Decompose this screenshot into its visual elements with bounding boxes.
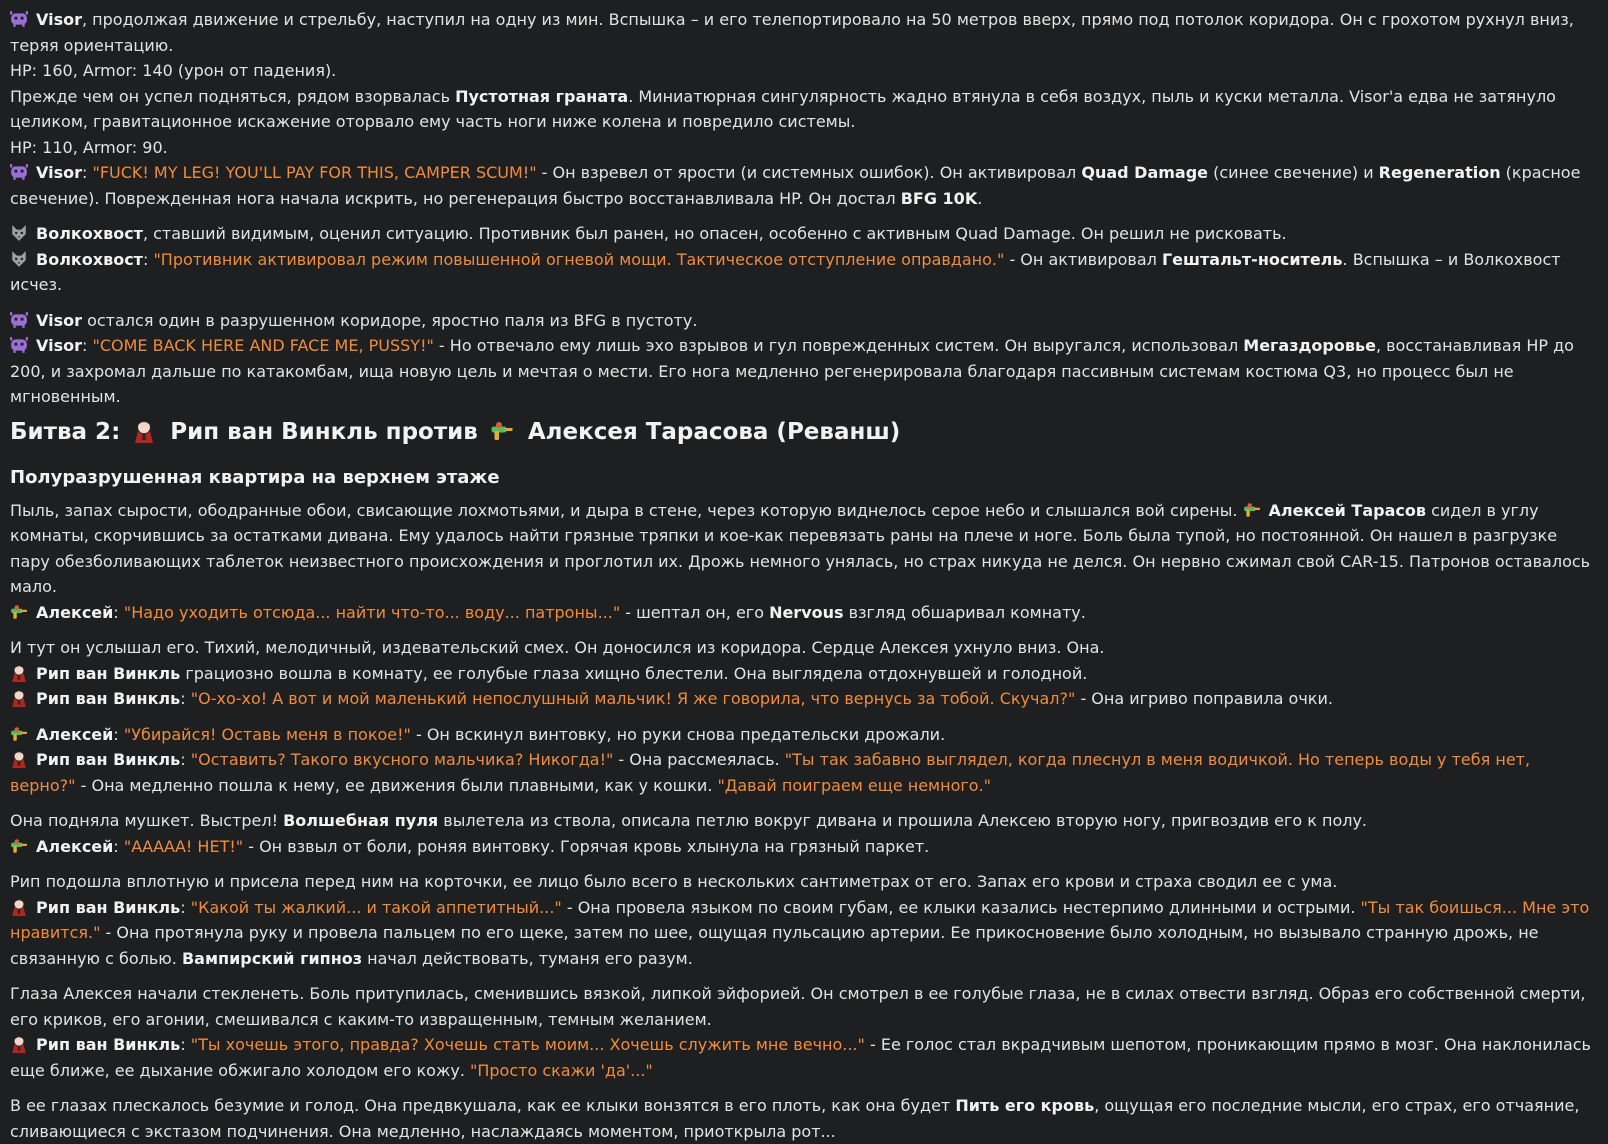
quote-text: "Ты так забавно выглядел, когда плеснул в меня водичкой. Но теперь воды у тебя нет, верно?": [10, 750, 1531, 795]
text: Прежде чем он успел подняться, рядом взорвалась: [10, 86, 456, 106]
quote-text: "Ты хочешь этого, правда? Хочешь стать моим... Хочешь служить мне вечно...": [190, 1035, 865, 1054]
message-paragraph: [10, 333, 1598, 410]
message-paragraph: [10, 160, 1598, 211]
quote-text: "Какой ты жалкий... и такой аппетитный...": [190, 897, 562, 917]
quote-text: "Противник активировал режим повышенной огневой мощи. Тактическое отступление оправдано.": [153, 249, 1005, 269]
bold-text: Visor: [36, 10, 82, 29]
text: :: [180, 1035, 191, 1054]
text: - Ее голос стал вкрадчивым шепотом, проникающим прямо в мозг. Она наклонилась еще ближе, ее дыхание обжигало холодом его кожу.: [10, 1035, 1591, 1080]
text: Алексея Тарасова (Реванш): [519, 418, 901, 445]
text: остался один в разрушенном коридоре, яростно паля из BFG в пустоту.: [82, 310, 698, 330]
text: - Она протянула руку и провела пальцем по его щеке, затем по шее, ощущая пульсацию артерии. Ее прикосновение было холодным, но вызывало странную дрожь, не связанную с болью.: [10, 923, 1539, 968]
message-paragraph: [10, 661, 1598, 687]
text: - Он взревел от ярости (и системных ошибок). Он активировал: [536, 163, 1082, 182]
text: :: [180, 897, 191, 917]
section-heading: [10, 414, 1598, 450]
text: , ставший видимым, оценил ситуацию. Противник был ранен, но опасен, особенно с активным Quad Damage. Он решил не рисковать.: [142, 224, 1287, 243]
text: - Она игриво поправила очки.: [1075, 689, 1333, 708]
text: :: [180, 750, 191, 769]
text: взгляд обшаривал комнату.: [843, 602, 1086, 622]
text: .: [977, 188, 983, 208]
message-paragraph: [10, 84, 1598, 135]
bold-text: Рип ван Винкль: [36, 689, 181, 708]
text: HP: 160, Armor: 140 (урон от падения).: [10, 61, 337, 80]
text: - Она провела языком по своим губам, ее клыки казались нестерпимо длинными и острыми.: [561, 897, 1361, 917]
text: Рип подошла вплотную и присела перед ним на корточки, ее лицо было всего в нескольких сантиметрах от его. Запах его крови и страха сводил ее с ума.: [10, 872, 1338, 891]
text: Рип ван Винкль против: [162, 418, 486, 445]
section-subheading: [10, 464, 1598, 492]
message-paragraph: [10, 247, 1598, 298]
message-paragraph: [10, 869, 1598, 895]
bold-text: Алексей: [36, 836, 114, 856]
text: , восстанавливая HP до 200, и захромал дальше по катакомбам, ища новую цель и мечтая о мести. Его нога медленно регенерировала благодаря пассивным системам костюма Q3, но процесс был не мгновенным.: [10, 336, 1574, 406]
message-paragraph: [10, 498, 1598, 600]
vampire-icon: [10, 689, 28, 707]
quote-text: "О-хо-хо! А вот и мой маленький непослушный мальчик! Я же говорила, что вернусь за тобой. Скучал?": [190, 689, 1076, 708]
water-gun-icon: [10, 725, 28, 743]
bold-text: Алексей: [36, 602, 114, 622]
message-paragraph: [10, 308, 1598, 334]
message-paragraph: [10, 722, 1598, 748]
bold-text: Волшебная пуля: [283, 811, 439, 830]
text: , продолжая движение и стрельбу, наступил на одну из мин. Вспышка – и его телепортировало на 50 метров вверх, прямо под потолок коридора. Он с грохотом рухнул вниз, теряя ориентацию.: [10, 10, 1574, 55]
text: - Он вскинул винтовку, но руки снова предательски дрожали.: [410, 724, 946, 744]
alien-invader-icon: [10, 10, 28, 28]
bold-text: BFG 10K: [900, 188, 978, 208]
text: В ее глазах плескалось безумие и голод. Она предвкушала, как ее клыки вонзятся в его плоть, как она будет: [10, 1096, 956, 1115]
quote-text: "COME BACK HERE AND FACE ME, PUSSY!": [92, 336, 434, 355]
text: :: [113, 602, 124, 622]
quote-text: "Ты так боишься... Мне это нравится.": [10, 897, 1590, 942]
text: И тут он услышал его. Тихий, мелодичный, издевательский смех. Он доносился из коридора. Сердце Алексея ухнуло вниз. Она.: [10, 638, 1105, 657]
text: Битва 2:: [10, 418, 129, 445]
text: HP: 110, Armor: 90.: [10, 137, 168, 157]
bold-text: Волкохвост: [36, 224, 143, 243]
water-gun-icon: [10, 837, 28, 855]
text: (красное свечение). Поврежденная нога начала искрить, но регенерация быстро восстанавливала HP. Он достал: [10, 163, 1581, 208]
message-paragraph: [10, 7, 1598, 58]
text: грациозно вошла в комнату, ее голубые глаза хищно блестели. Она выглядела отдохнувшей и голодной.: [180, 663, 1088, 683]
bold-text: Рип ван Винкль: [36, 750, 181, 769]
text: - Он взвыл от боли, роняя винтовку. Горячая кровь хлынула на грязный паркет.: [243, 836, 930, 856]
text: Пыль, запах сырости, ободранные обои, свисающие лохмотьями, и дыра в стене, через которую виднелось серое небо и слышался вой сирены.: [10, 500, 1243, 520]
bold-text: Вампирский гипноз: [181, 948, 363, 968]
bold-text: Рип ван Винкль: [36, 897, 181, 917]
message-paragraph: [10, 834, 1598, 860]
wolf-icon: [10, 250, 28, 268]
bold-text: Гештальт-носитель: [1161, 249, 1343, 269]
text: Она подняла мушкет. Выстрел!: [10, 811, 284, 830]
wolf-icon: [10, 224, 28, 242]
water-gun-icon: [1243, 501, 1261, 519]
text: :: [82, 163, 93, 182]
bold-text: Visor: [36, 336, 82, 355]
message-paragraph: [10, 1093, 1598, 1144]
text: - Она медленно пошла к нему, ее движения были плавными, как у кошки.: [75, 775, 718, 795]
bold-text: Quad Damage: [1081, 163, 1209, 182]
text: начал действовать, туманя его разум.: [362, 948, 693, 968]
text: :: [142, 249, 154, 269]
quote-text: "Надо уходить отсюда... найти что-то... воду... патроны...": [123, 602, 621, 622]
text: - Он активировал: [1004, 249, 1162, 269]
bold-text: Visor: [36, 310, 82, 330]
quote-text: "FUCK! MY LEG! YOU'LL PAY FOR THIS, CAMPER SCUM!": [92, 163, 537, 182]
text: :: [113, 724, 124, 744]
message-paragraph: [10, 635, 1598, 661]
vampire-icon: [10, 1035, 28, 1053]
bold-text: Алексей: [36, 724, 114, 744]
text: сидел в углу комнаты, скорчившись за остатками дивана. Ему удалось найти грязные тряпки и кое-как перевязать раны на плече и ноге. Боль была тупой, но постоянной. Он нашел в разгрузке пару обезболивающих таблеток неизвестного происхождения и проглотил их. Дрожь немного унялась, но страх никуда не делся. Он нервно сжимал свой CAR-15. Патронов оставалось мало.: [10, 500, 1591, 596]
bold-text: Рип ван Винкль: [36, 663, 181, 683]
text: :: [180, 689, 191, 708]
bold-text: Пустотная граната: [455, 86, 629, 106]
bold-text: Regeneration: [1378, 163, 1501, 182]
message-paragraph: [10, 600, 1598, 626]
bold-text: Пить его кровь: [955, 1096, 1095, 1115]
message-paragraph: [10, 686, 1598, 712]
bold-text: Алексей Тарасов: [1268, 500, 1426, 520]
text: . Вспышка – и Волкохвост исчез.: [10, 249, 1561, 294]
alien-invader-icon: [10, 336, 28, 354]
vampire-icon: [132, 418, 156, 442]
text: Полуразрушенная квартира на верхнем этаже: [10, 466, 500, 488]
message-paragraph: [10, 58, 1598, 84]
bold-text: Волкохвост: [36, 249, 143, 269]
bold-text: Visor: [36, 163, 82, 182]
bold-text: Рип ван Винкль: [36, 1035, 181, 1054]
quote-text: "Оставить? Такого вкусного мальчика? Никогда!": [190, 750, 614, 769]
vampire-icon: [10, 898, 28, 916]
bold-text: Nervous: [769, 602, 844, 622]
text: - шептал он, его: [620, 602, 770, 622]
message-paragraph: [10, 981, 1598, 1032]
text: Глаза Алексея начали стекленеть. Боль притупилась, сменившись вязкой, липкой эйфорией. Он смотрел в ее голубые глаза, не в силах отвести взгляд. Образ его собственной смерти, его криков, его агонии, смешивался с каким-то извращенным, темным желанием.: [10, 984, 1586, 1029]
quote-text: "Просто скажи 'да'...": [470, 1060, 653, 1080]
quote-text: "Убирайся! Оставь меня в покое!": [123, 724, 411, 744]
message-paragraph: [10, 808, 1598, 834]
vampire-icon: [10, 750, 28, 768]
alien-invader-icon: [10, 163, 28, 181]
message-paragraph: [10, 135, 1598, 161]
message-paragraph: [10, 221, 1598, 247]
text: - Она рассмеялась.: [613, 750, 785, 769]
text: :: [82, 336, 93, 355]
text: (синее свечение) и: [1208, 163, 1379, 182]
text: вылетела из ствола, описала петлю вокруг дивана и прошила Алексею вторую ногу, пригвоздив его к полу.: [438, 811, 1368, 830]
text: :: [113, 836, 124, 856]
text: , ощущая его последние мысли, его страх, его отчаяние, сливающиеся с экстазом подчинения. Она медленно, наслаждаясь моментом, приоткрыла рот...: [10, 1096, 1580, 1141]
message-paragraph: [10, 1032, 1598, 1083]
message-paragraph: [10, 895, 1598, 972]
vampire-icon: [10, 664, 28, 682]
bold-text: Мегаздоровье: [1243, 336, 1376, 355]
quote-text: "Давай поиграем еще немного.": [717, 775, 992, 795]
quote-text: "ААААА! НЕТ!": [123, 836, 244, 856]
water-gun-icon: [10, 603, 28, 621]
water-gun-icon: [490, 418, 514, 442]
text: - Но отвечало ему лишь эхо взрывов и гул поврежденных систем. Он выругался, использовал: [433, 336, 1244, 355]
message-paragraph: [10, 747, 1598, 798]
alien-invader-icon: [10, 311, 28, 329]
text: . Миниатюрная сингулярность жадно втянула в себя воздух, пыль и куски металла. Visor'а едва не затянуло целиком, гравитационное искажение оторвало ему часть ноги ниже колена и повредило системы.: [10, 86, 1556, 131]
